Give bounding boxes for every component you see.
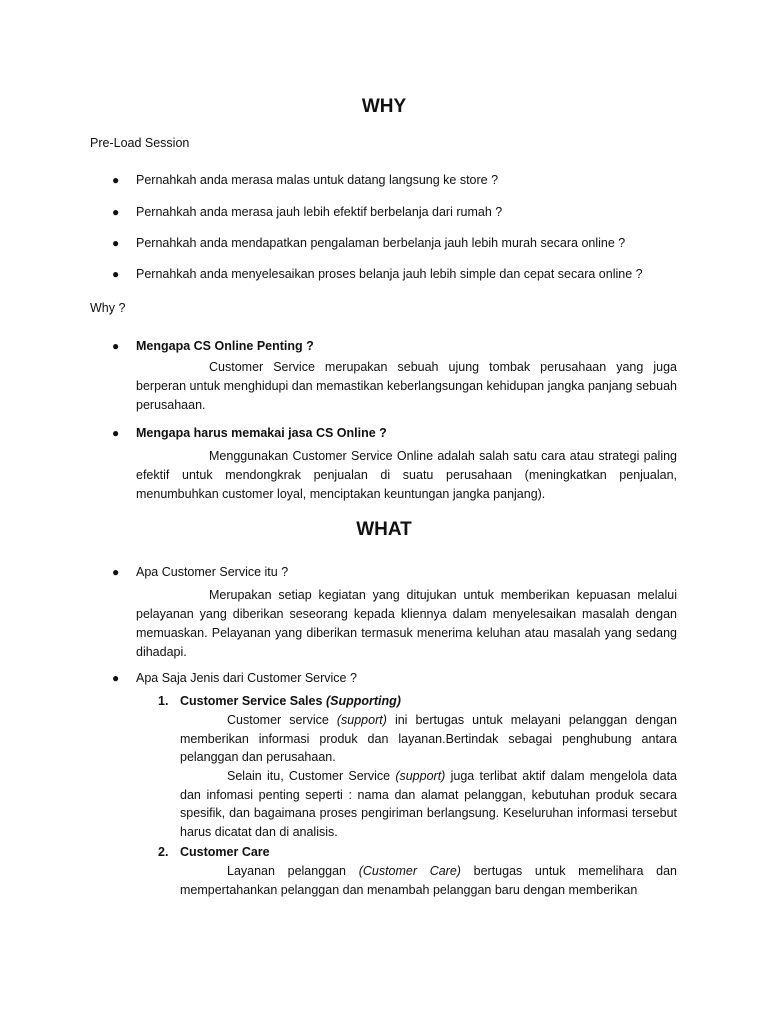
bullet-icon: ● <box>112 671 120 685</box>
why-question-2: Mengapa harus memakai jasa CS Online ? <box>136 426 387 440</box>
document-page: WHY Pre-Load Session ● Pernahkah anda merasa malas untuk datang langsung ke store ? ● Pernahkah anda merasa jauh lebih efektif berbelanja dari rumah ? ● Pernahkah anda mendapatkan pengalaman berbelanja jauh lebih murah secara online ? ● Pernahkah anda menyelesaikan proses belanja jauh lebih simple dan cepat secara online ? Why ? ● Mengapa CS Online Penting ? Customer Service merupakan sebuah ujung tombak perusahaan yang juga berperan untuk menghidupi dan memastikan keberlangsungan kehidupan jangka panjang sebuah perusahaan. ● Mengapa harus memakai jasa CS Online ? Menggunakan Customer Service Online adalah salah satu cara atau strategi paling efektif untuk mendongkrak penjualan di suatu perusahaan (meningkatkan penjualan, menumbuhkan customer loyal, menciptakan keuntungan jangka panjang). WHAT ● Apa Customer Service itu ? Merupakan setiap kegiatan yang ditujukan untuk memberikan kepuasan melalui pelayanan yang diberikan seseorang kepada kliennya dalam menyelesaikan masalah dengan memuaskan. Pelayanan yang diberikan termasuk menerima keluhan atau masalah yang sedang dihadapi. ● Apa Saja Jenis dari Customer Service ? 1. Customer Service Sales (Supporting) Customer service (support) ini bertugas untuk melayani pelanggan dengan memberikan informasi produk dan layanan.Bertindak sebagai penghubung antara pelanggan dan perusahaan. Selain itu, Customer Service (support) juga terlibat aktif dalam mengelola data dan infomasi penting seperti : nama dan alamat pelanggan, kebutuhan produk secara spesifik, dan bagaimana proses pengiriman berlangsung. Keseluruhan informasi tersebut harus dicatat dan di analisis. 2. Customer Care Layanan pelanggan (Customer Care) bertugas untuk memelihara dan mempertahankan pelanggan dan menambah pelanggan baru dengan memberikan <box>0 0 768 1024</box>
bullet-icon: ● <box>112 267 120 281</box>
why-question-1: Mengapa CS Online Penting ? <box>136 339 314 353</box>
what-question-2: Apa Saja Jenis dari Customer Service ? <box>136 671 357 685</box>
bullet-icon: ● <box>112 173 120 187</box>
what-answer-1: Merupakan setiap kegiatan yang ditujukan untuk memberikan kepuasan melalui pelayanan yang diberikan seseorang kepada kliennya dalam menyelesaikan masalah dengan memuaskan. Pelayanan yang diberikan termasuk menerima keluhan atau masalah yang sedang dihadapi. <box>136 588 677 659</box>
bullet-icon: ● <box>112 236 120 250</box>
bullet-icon: ● <box>112 565 120 579</box>
what-question-1: Apa Customer Service itu ? <box>136 565 289 579</box>
why-answer-2: Menggunakan Customer Service Online adalah salah satu cara atau strategi paling efektif untuk mendongkrak penjualan di suatu perusahaan (meningkatkan penjualan, menumbuhkan customer loyal, menciptakan keuntungan jangka panjang). <box>136 449 677 501</box>
what-heading: WHAT <box>356 519 412 540</box>
bullet-icon: ● <box>112 205 120 219</box>
bullet-icon: ● <box>112 339 120 353</box>
type-2-paragraph-1: Layanan pelanggan (Customer Care) bertugas untuk memelihara dan mempertahankan pelanggan dan menambah pelanggan baru dengan memberikan <box>180 864 677 897</box>
preload-label: Pre-Load Session <box>90 136 190 150</box>
why-label: Why ? <box>90 301 126 315</box>
why-heading: WHY <box>361 96 407 117</box>
type-1-paragraph-1: Customer service (support) ini bertugas untuk melayani pelanggan dengan memberikan informasi produk dan layanan.Bertindak sebagai penghubung antara pelanggan dan perusahaan. <box>180 713 677 764</box>
bullet-icon: ● <box>112 426 120 440</box>
why-answer-1: Customer Service merupakan sebuah ujung tombak perusahaan yang juga berperan untuk menghidupi dan memastikan keberlangsungan kehidupan jangka panjang sebuah perusahaan. <box>136 360 677 412</box>
type-1-paragraph-2: Selain itu, Customer Service (support) juga terlibat aktif dalam mengelola data dan infomasi penting seperti : nama dan alamat pelanggan, kebutuhan produk secara spesifik, dan bagaimana proses pengiriman berlangsung. Keseluruhan informasi tersebut harus dicatat dan di analisis. <box>180 769 678 839</box>
